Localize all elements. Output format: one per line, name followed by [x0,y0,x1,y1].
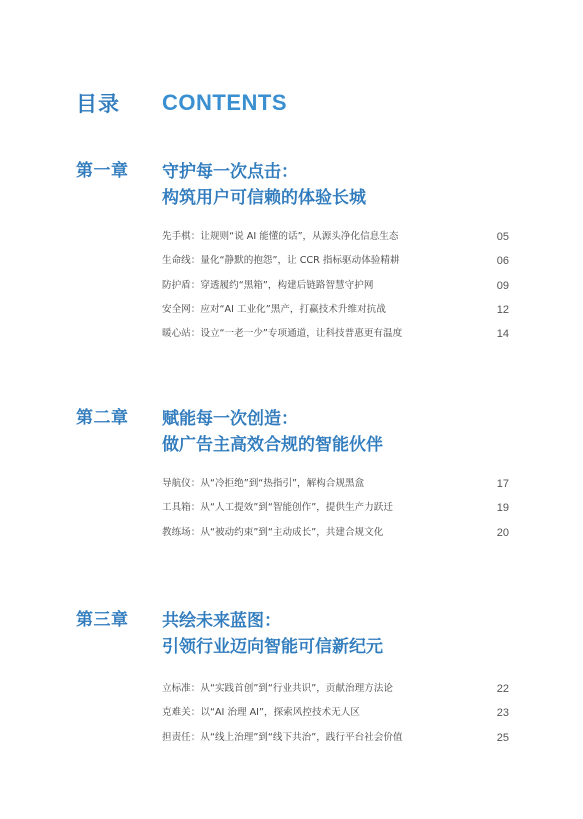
toc-entry-title: 安全网：应对“AI 工业化”黑产，打赢技术升维对抗战 [162,303,386,315]
chapter-2-label: 第二章 [76,408,129,428]
toc-entry[interactable] [162,322,509,346]
toc-entry-page: 09 [496,279,509,292]
toc-entry[interactable] [162,298,509,322]
toc-entry-title: 担责任：从“线上治理”到“线下共治”，践行平台社会价值 [162,731,403,743]
toc-entry[interactable] [162,274,509,298]
toc-entry[interactable] [162,677,509,701]
toc-entry-page: 20 [496,526,509,539]
toc-entry-title: 导航仪：从“冷拒绝”到“热指引”，解构合规黑盒 [162,478,365,489]
toc-entry[interactable] [162,521,509,545]
chapter-2-entries [162,472,509,545]
toc-entry-page: 14 [496,328,509,341]
chapter-3 [76,608,516,744]
chapter-1-title [162,159,366,211]
chapter-1 [76,159,516,341]
chapter-3-heading [76,608,516,660]
toc-title-en: CONTENTS [162,90,287,115]
toc-entry-title: 工具箱：从“人工提效”到“智能创作”，提供生产力跃迁 [162,502,393,514]
toc-entry-title: 立标准：从“实践首创”到“行业共识”，贡献治理方法论 [162,683,393,694]
toc-title-cn: 目录 [76,92,120,116]
chapter-2-title [162,406,383,458]
chapter-3-title [162,608,383,660]
toc-entry[interactable] [162,225,509,249]
chapter-2-heading [76,406,516,458]
toc-entry-page: 22 [496,683,509,695]
toc-entry-page: 25 [496,731,509,744]
chapter-1-entries [162,225,509,346]
chapter-1-label: 第一章 [76,161,129,181]
toc-entry-title: 防护盾：穿透履约“黑箱”，构建后链路智慧守护网 [162,279,374,291]
toc-entry[interactable] [162,701,509,725]
toc-header [76,86,287,120]
chapter-1-title-line2: 构筑用户可信赖的体验长城 [162,188,366,208]
chapter-3-title-line1: 共绘未来蓝图： [162,611,281,631]
chapter-3-entries [162,677,509,750]
chapter-1-title-line1: 守护每一次点击： [162,162,298,182]
chapter-1-heading [76,159,516,211]
toc-entry[interactable] [162,472,509,496]
toc-entry-page: 23 [496,707,509,720]
toc-entry[interactable] [162,496,509,520]
chapter-3-label: 第三章 [76,610,129,630]
toc-entry-page: 12 [496,303,509,316]
toc-entry-page: 19 [496,502,509,515]
toc-entry-page: 06 [496,255,509,268]
toc-entry-title: 生命线：量化“静默的抱怨”，让 CCR 指标驱动体验精耕 [162,255,400,267]
toc-entry[interactable] [162,726,509,750]
chapter-2-title-line1: 赋能每一次创造： [162,409,298,429]
toc-entry-page: 17 [496,478,509,490]
toc-entry-title: 克难关：以“AI 治理 AI”，探索风控技术无人区 [162,707,360,719]
toc-entry[interactable] [162,249,509,273]
toc-entry-title: 暖心站：设立“一老一少”专项通道，让科技普惠更有温度 [162,328,403,340]
toc-entry-page: 05 [496,231,509,243]
chapter-2 [76,406,516,539]
chapter-3-title-line2: 引领行业迈向智能可信新纪元 [162,637,383,657]
toc-entry-title: 先手棋：让规则“说 AI 能懂的话”，从源头净化信息生态 [162,231,399,242]
chapter-2-title-line2: 做广告主高效合规的智能伙伴 [162,435,383,455]
toc-entry-title: 教练场：从“被动约束”到“主动成长”，共建合规文化 [162,526,384,538]
